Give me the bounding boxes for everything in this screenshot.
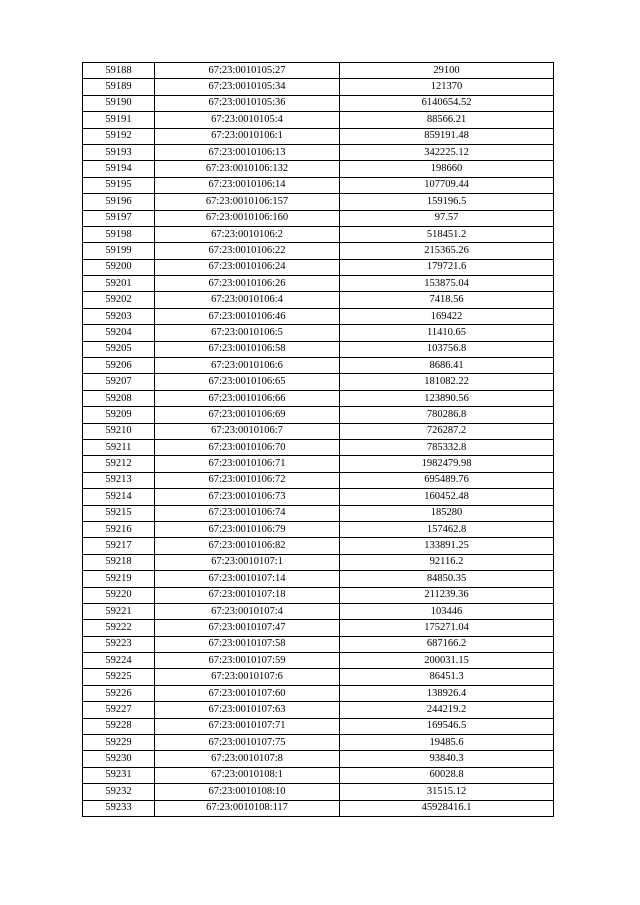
cadastral-number-cell: 67:23:0010107:63 bbox=[155, 702, 340, 718]
value-cell: 31515.12 bbox=[340, 784, 554, 800]
value-cell: 342225.12 bbox=[340, 144, 554, 160]
row-number-cell: 59227 bbox=[83, 702, 155, 718]
value-cell: 200031.15 bbox=[340, 653, 554, 669]
table-row bbox=[83, 538, 554, 554]
table-row bbox=[83, 243, 554, 259]
row-number-cell: 59203 bbox=[83, 308, 155, 324]
row-number-cell: 59208 bbox=[83, 390, 155, 406]
table-row bbox=[83, 423, 554, 439]
cadastral-number-cell: 67:23:0010106:132 bbox=[155, 161, 340, 177]
table-row bbox=[83, 505, 554, 521]
cadastral-number-cell: 67:23:0010106:7 bbox=[155, 423, 340, 439]
value-cell: 695489.76 bbox=[340, 472, 554, 488]
table-row bbox=[83, 161, 554, 177]
row-number-cell: 59217 bbox=[83, 538, 155, 554]
value-cell: 6140654.52 bbox=[340, 95, 554, 111]
table-row bbox=[83, 603, 554, 619]
value-cell: 121370 bbox=[340, 79, 554, 95]
cadastral-number-cell: 67:23:0010107:8 bbox=[155, 751, 340, 767]
row-number-cell: 59194 bbox=[83, 161, 155, 177]
cadastral-number-cell: 67:23:0010107:14 bbox=[155, 571, 340, 587]
table-row bbox=[83, 95, 554, 111]
cadastral-number-cell: 67:23:0010106:2 bbox=[155, 226, 340, 242]
value-cell: 103446 bbox=[340, 603, 554, 619]
table-row bbox=[83, 325, 554, 341]
table-row bbox=[83, 341, 554, 357]
cadastral-number-cell: 67:23:0010108:10 bbox=[155, 784, 340, 800]
row-number-cell: 59189 bbox=[83, 79, 155, 95]
row-number-cell: 59221 bbox=[83, 603, 155, 619]
cadastral-value-table bbox=[82, 62, 554, 817]
row-number-cell: 59191 bbox=[83, 112, 155, 128]
cadastral-number-cell: 67:23:0010105:34 bbox=[155, 79, 340, 95]
row-number-cell: 59229 bbox=[83, 735, 155, 751]
cadastral-number-cell: 67:23:0010106:46 bbox=[155, 308, 340, 324]
value-cell: 45928416.1 bbox=[340, 800, 554, 816]
cadastral-number-cell: 67:23:0010105:36 bbox=[155, 95, 340, 111]
value-cell: 185280 bbox=[340, 505, 554, 521]
table-row bbox=[83, 784, 554, 800]
value-cell: 244219.2 bbox=[340, 702, 554, 718]
table-row bbox=[83, 735, 554, 751]
value-cell: 92116.2 bbox=[340, 554, 554, 570]
value-cell: 97.57 bbox=[340, 210, 554, 226]
value-cell: 159196.5 bbox=[340, 194, 554, 210]
row-number-cell: 59222 bbox=[83, 620, 155, 636]
cadastral-number-cell: 67:23:0010106:22 bbox=[155, 243, 340, 259]
row-number-cell: 59228 bbox=[83, 718, 155, 734]
value-cell: 29100 bbox=[340, 63, 554, 79]
cadastral-number-cell: 67:23:0010106:73 bbox=[155, 489, 340, 505]
table-row bbox=[83, 210, 554, 226]
table-row bbox=[83, 128, 554, 144]
cadastral-number-cell: 67:23:0010107:60 bbox=[155, 685, 340, 701]
row-number-cell: 59216 bbox=[83, 521, 155, 537]
row-number-cell: 59212 bbox=[83, 456, 155, 472]
table-row bbox=[83, 685, 554, 701]
cadastral-number-cell: 67:23:0010106:69 bbox=[155, 407, 340, 423]
row-number-cell: 59213 bbox=[83, 472, 155, 488]
table-row bbox=[83, 390, 554, 406]
table-row bbox=[83, 702, 554, 718]
table-row bbox=[83, 439, 554, 455]
table-row bbox=[83, 489, 554, 505]
row-number-cell: 59198 bbox=[83, 226, 155, 242]
cadastral-number-cell: 67:23:0010106:14 bbox=[155, 177, 340, 193]
cadastral-number-cell: 67:23:0010106:79 bbox=[155, 521, 340, 537]
value-cell: 198660 bbox=[340, 161, 554, 177]
row-number-cell: 59215 bbox=[83, 505, 155, 521]
cadastral-number-cell: 67:23:0010107:75 bbox=[155, 735, 340, 751]
table-row bbox=[83, 144, 554, 160]
table-row bbox=[83, 259, 554, 275]
value-cell: 181082.22 bbox=[340, 374, 554, 390]
row-number-cell: 59232 bbox=[83, 784, 155, 800]
value-cell: 859191.48 bbox=[340, 128, 554, 144]
table-row bbox=[83, 276, 554, 292]
row-number-cell: 59218 bbox=[83, 554, 155, 570]
cadastral-number-cell: 67:23:0010106:26 bbox=[155, 276, 340, 292]
row-number-cell: 59200 bbox=[83, 259, 155, 275]
value-cell: 84850.35 bbox=[340, 571, 554, 587]
value-cell: 11410.65 bbox=[340, 325, 554, 341]
table-row bbox=[83, 554, 554, 570]
value-cell: 86451.3 bbox=[340, 669, 554, 685]
value-cell: 157462.8 bbox=[340, 521, 554, 537]
row-number-cell: 59230 bbox=[83, 751, 155, 767]
table-row bbox=[83, 800, 554, 816]
row-number-cell: 59219 bbox=[83, 571, 155, 587]
cadastral-number-cell: 67:23:0010106:65 bbox=[155, 374, 340, 390]
value-cell: 107709.44 bbox=[340, 177, 554, 193]
value-cell: 8686.41 bbox=[340, 358, 554, 374]
table-row bbox=[83, 620, 554, 636]
cadastral-number-cell: 67:23:0010106:6 bbox=[155, 358, 340, 374]
row-number-cell: 59210 bbox=[83, 423, 155, 439]
table-row bbox=[83, 358, 554, 374]
row-number-cell: 59190 bbox=[83, 95, 155, 111]
value-cell: 518451.2 bbox=[340, 226, 554, 242]
row-number-cell: 59220 bbox=[83, 587, 155, 603]
cadastral-number-cell: 67:23:0010106:71 bbox=[155, 456, 340, 472]
value-cell: 138926.4 bbox=[340, 685, 554, 701]
cadastral-number-cell: 67:23:0010106:4 bbox=[155, 292, 340, 308]
cadastral-number-cell: 67:23:0010106:72 bbox=[155, 472, 340, 488]
row-number-cell: 59196 bbox=[83, 194, 155, 210]
value-cell: 88566.21 bbox=[340, 112, 554, 128]
table-row bbox=[83, 374, 554, 390]
row-number-cell: 59224 bbox=[83, 653, 155, 669]
table-row bbox=[83, 308, 554, 324]
table-row bbox=[83, 571, 554, 587]
row-number-cell: 59225 bbox=[83, 669, 155, 685]
row-number-cell: 59199 bbox=[83, 243, 155, 259]
cadastral-number-cell: 67:23:0010107:4 bbox=[155, 603, 340, 619]
cadastral-number-cell: 67:23:0010106:13 bbox=[155, 144, 340, 160]
row-number-cell: 59223 bbox=[83, 636, 155, 652]
value-cell: 785332.8 bbox=[340, 439, 554, 455]
table-row bbox=[83, 63, 554, 79]
row-number-cell: 59202 bbox=[83, 292, 155, 308]
value-cell: 726287.2 bbox=[340, 423, 554, 439]
table-row bbox=[83, 112, 554, 128]
row-number-cell: 59192 bbox=[83, 128, 155, 144]
row-number-cell: 59197 bbox=[83, 210, 155, 226]
table-row bbox=[83, 653, 554, 669]
value-cell: 169422 bbox=[340, 308, 554, 324]
value-cell: 133891.25 bbox=[340, 538, 554, 554]
cadastral-number-cell: 67:23:0010106:160 bbox=[155, 210, 340, 226]
row-number-cell: 59207 bbox=[83, 374, 155, 390]
cadastral-number-cell: 67:23:0010107:1 bbox=[155, 554, 340, 570]
table-row bbox=[83, 407, 554, 423]
row-number-cell: 59206 bbox=[83, 358, 155, 374]
row-number-cell: 59204 bbox=[83, 325, 155, 341]
cadastral-number-cell: 67:23:0010106:24 bbox=[155, 259, 340, 275]
row-number-cell: 59233 bbox=[83, 800, 155, 816]
value-cell: 780286.8 bbox=[340, 407, 554, 423]
value-cell: 687166.2 bbox=[340, 636, 554, 652]
cadastral-number-cell: 67:23:0010106:70 bbox=[155, 439, 340, 455]
row-number-cell: 59188 bbox=[83, 63, 155, 79]
value-cell: 179721.6 bbox=[340, 259, 554, 275]
table-row bbox=[83, 669, 554, 685]
value-cell: 175271.04 bbox=[340, 620, 554, 636]
table-row bbox=[83, 456, 554, 472]
cadastral-number-cell: 67:23:0010107:71 bbox=[155, 718, 340, 734]
cadastral-number-cell: 67:23:0010106:157 bbox=[155, 194, 340, 210]
table-row bbox=[83, 521, 554, 537]
row-number-cell: 59211 bbox=[83, 439, 155, 455]
table-row bbox=[83, 587, 554, 603]
table-row bbox=[83, 226, 554, 242]
cadastral-number-cell: 67:23:0010106:82 bbox=[155, 538, 340, 554]
row-number-cell: 59201 bbox=[83, 276, 155, 292]
cadastral-number-cell: 67:23:0010107:6 bbox=[155, 669, 340, 685]
cadastral-number-cell: 67:23:0010106:58 bbox=[155, 341, 340, 357]
table-row bbox=[83, 751, 554, 767]
table-row bbox=[83, 292, 554, 308]
row-number-cell: 59226 bbox=[83, 685, 155, 701]
cadastral-number-cell: 67:23:0010107:47 bbox=[155, 620, 340, 636]
value-cell: 160452.48 bbox=[340, 489, 554, 505]
cadastral-number-cell: 67:23:0010107:59 bbox=[155, 653, 340, 669]
cadastral-number-cell: 67:23:0010106:66 bbox=[155, 390, 340, 406]
table-row bbox=[83, 636, 554, 652]
cadastral-number-cell: 67:23:0010106:1 bbox=[155, 128, 340, 144]
table-row bbox=[83, 718, 554, 734]
value-cell: 153875.04 bbox=[340, 276, 554, 292]
row-number-cell: 59193 bbox=[83, 144, 155, 160]
value-cell: 60028.8 bbox=[340, 767, 554, 783]
value-cell: 215365.26 bbox=[340, 243, 554, 259]
row-number-cell: 59209 bbox=[83, 407, 155, 423]
table-row bbox=[83, 79, 554, 95]
value-cell: 93840.3 bbox=[340, 751, 554, 767]
table-row bbox=[83, 177, 554, 193]
value-cell: 19485.6 bbox=[340, 735, 554, 751]
table-row bbox=[83, 767, 554, 783]
cadastral-number-cell: 67:23:0010105:4 bbox=[155, 112, 340, 128]
cadastral-number-cell: 67:23:0010106:5 bbox=[155, 325, 340, 341]
value-cell: 1982479.98 bbox=[340, 456, 554, 472]
cadastral-number-cell: 67:23:0010106:74 bbox=[155, 505, 340, 521]
table-row bbox=[83, 472, 554, 488]
row-number-cell: 59205 bbox=[83, 341, 155, 357]
table-body bbox=[83, 63, 554, 817]
value-cell: 169546.5 bbox=[340, 718, 554, 734]
value-cell: 7418.56 bbox=[340, 292, 554, 308]
row-number-cell: 59195 bbox=[83, 177, 155, 193]
cadastral-number-cell: 67:23:0010107:58 bbox=[155, 636, 340, 652]
cadastral-number-cell: 67:23:0010108:117 bbox=[155, 800, 340, 816]
table-row bbox=[83, 194, 554, 210]
value-cell: 211239.36 bbox=[340, 587, 554, 603]
value-cell: 103756.8 bbox=[340, 341, 554, 357]
value-cell: 123890.56 bbox=[340, 390, 554, 406]
cadastral-number-cell: 67:23:0010108:1 bbox=[155, 767, 340, 783]
row-number-cell: 59214 bbox=[83, 489, 155, 505]
cadastral-number-cell: 67:23:0010105:27 bbox=[155, 63, 340, 79]
cadastral-number-cell: 67:23:0010107:18 bbox=[155, 587, 340, 603]
row-number-cell: 59231 bbox=[83, 767, 155, 783]
